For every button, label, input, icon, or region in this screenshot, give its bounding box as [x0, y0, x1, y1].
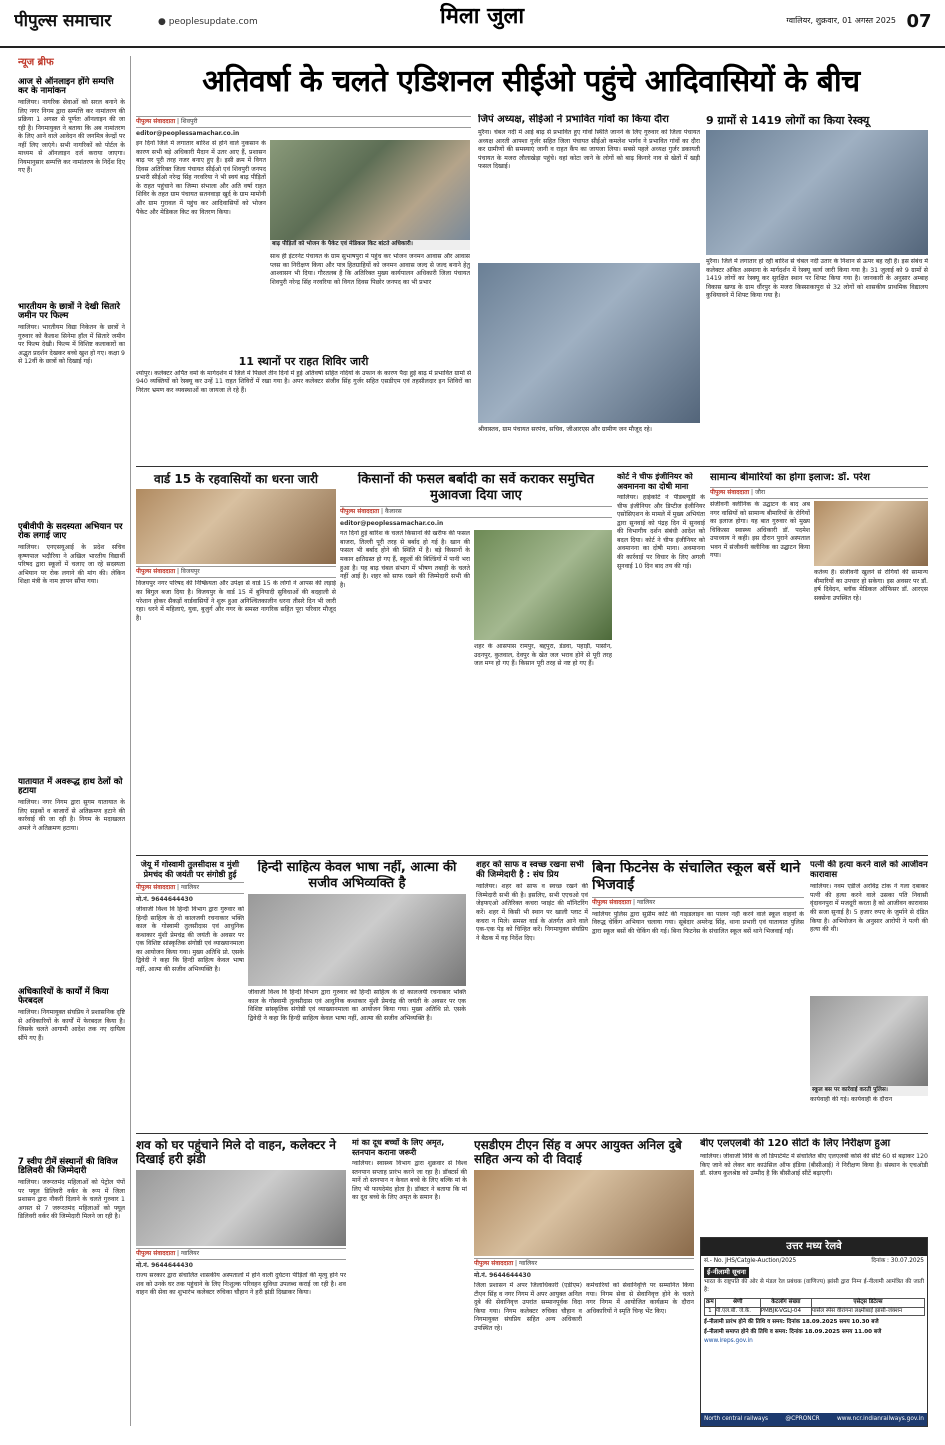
clean-headline: शहर को साफ व स्वच्छ रखना सभी की जिम्मेदारी है : संघ प्रिय [476, 860, 584, 881]
funeral-headline: शव को घर पहुंचाने मिले दो वाहन, कलेक्टर ने दिखाई हरी झंडी [136, 1138, 336, 1167]
website[interactable]: ● peoplesupdate.com [158, 17, 258, 27]
funeral-text: राज्य सरकार द्वारा संचालित शासकीय अस्पतालों में होने वाली दुर्घटना पीड़ितों की मृत्यु होने पर शव को उनके घर तक पहुंचाने के लिए निःशुल्क परिवहन सुविधा उपलब्ध कराई जा रही है। शव वाहन की सेवा का शुभारंभ कलेक्टर रुचिका चौहान ने हरी झंडी दिखाकर किया। [136, 1271, 346, 1297]
sdm-story [474, 1138, 694, 1428]
ward15-photo [136, 489, 336, 564]
lead-col1: इन दिनों जिले में लगातार बारिश से होने वाले नुकसान के कारण सभी बड़े अधिकारी मैदान में उतर आए हैं, प्रशासन बाढ़ पर पूरी तरह नजर बनाए हुए है। इसी क्रम में विगत दिवस अतिरिक्त जिला पंचायत सीईओ एवं शिवपुरी जनपद प्रभारी सीईओ नरेन्द्र सिंह नरवरिया ने भी स्वयं बाढ़ पीड़ितों के राहत पहुंचाने का जिम्मा संभाला और अति वर्षा राहत शिविर के तहत ग्राम पंचायत सतनवाड़ा खुर्द के ग्राम मामोनी और ग्राम गुरावल में पहुंच कर आदिवासियों को भोजन पैकेट और मेडिकल किट का वितरण किया। [136, 140, 266, 216]
ward15-headline: वार्ड 15 के रहवासियों का धरना जारी [154, 472, 318, 486]
relief-box [136, 355, 471, 462]
brief-item [18, 519, 125, 774]
brief-headline: 7 स्वीप टीमें संस्थानों की विविज डिलिवरी की जिम्मेदारी [18, 1156, 118, 1177]
brief-body: ग्वालियर। निगमायुक्त संघप्रिय ने प्रशासनिक दृष्टि से अधिकारियों के कार्यों में फेरबदल किया है। जिसके चलते आगामी आदेश तक नए दायित्व सौंपे गए हैं। [18, 1009, 125, 1042]
murder-caption: कार्यवाही की गई। कार्यवाही के दौरान [810, 1096, 893, 1104]
bsc-story [700, 1138, 928, 1233]
tender-site[interactable]: www.ncr.indianrailways.gov.in [837, 1415, 924, 1422]
sdm-byline: पीपुल्स संवाददाता | ग्वालियर [474, 1258, 694, 1270]
bus-story [592, 860, 804, 1130]
rescue-headline: 9 ग्रामों से 1419 लोगों का किया रेस्क्यू [706, 114, 870, 127]
lead-photo [270, 140, 470, 240]
murder-headline: पत्नी की हत्या करने वाले को आजीवन कारावास [810, 860, 928, 881]
hindi-byline: पीपुल्स संवाददाता | ग्वालियर [136, 882, 244, 894]
rescue-text: मुरैना। जिले में लगातार हो रही बारिश से चंबल नदी उतार के निशान से ऊपर बह रही है। इस संबंध में कलेक्टर अंकित अस्थाना के मार्गदर्शन में रेस्क्यू कार्य जारी किया गया है। 31 जुलाई को 9 ग्रामों से 1419 लोगों का रेस्क्यू कर सुरक्षित स्थान पर शिफ्ट किया गया है। जानकारी के अनुसार अम्बाह विकास खण्ड के ग्राम धौंरपुर के मजरा किस्साकापुरा से 32 लोगों को शासकीय प्राथमिक विद्यालय कुथियावने में शिफ्ट किया गया है। [706, 258, 928, 300]
brief-body: ग्वालियर। एनएसयूआई के प्रदेश सचिव कृष्णपाल भदौरिया ने अखिल भारतीय विद्यार्थी परिषद द्वारा स्कूलों में चलाए जा रहे सदस्यता अभियान पर रोक लगाने की मांग की। लेकिन शिक्षा मंत्री के नाम ज्ञापन सौंपा गया। [18, 544, 125, 586]
clean-story [476, 860, 588, 1130]
brief-item [18, 299, 125, 519]
lead-byline: पीपुल्स संवाददाता | शिवपुरी [136, 116, 471, 128]
masthead [0, 0, 945, 48]
railway-tender-ad [700, 1237, 928, 1427]
tender-table [704, 1298, 925, 1316]
brief-body: ग्वालियर। भारतीयम विद्या निकेतन के छात्रों ने गुरुवार को कैलाश सिनेमा हॉल में सितारे जमीन पर फिल्म देखी। फिल्म में विशिष्ट कलाकारों का अद्भुत प्रदर्शन देखकर बच्चे खुश हो गए। कक्षा 9 से 12वीं के छात्रों को दिखाई गई। [18, 324, 125, 366]
health-story [710, 472, 928, 852]
health-headline: सामान्य बीमारियों का होगा इलाज: डॉ. परेश [710, 472, 870, 483]
tender-cell: पार्सल स्पेस वीरांगना लक्ष्मीबाई झांसी-जंक्शन [811, 1307, 924, 1316]
court-story [617, 472, 705, 852]
brief-item [18, 984, 125, 1154]
hindi-headline: हिन्दी साहित्य केवल भाषा नहीं, आत्मा की सजीव अभिव्यक्ति है [257, 860, 457, 891]
relief-head: 11 स्थानों पर राहत शिविर जारी [238, 355, 369, 368]
bsc-headline: बीए एलएलबी की 120 सीटों के लिए निरीक्षण हुआ [700, 1138, 891, 1149]
boat-headline: जिपं अध्यक्ष, सीईओ ने प्रभावित गांवों का किया दौरा [478, 114, 669, 125]
tender-notice-title: ई-नीलामी सूचना [704, 1267, 749, 1278]
milk-story [352, 1138, 467, 1428]
brief-item [18, 74, 125, 299]
boat-text: मुरैना। चंबल नदी में आई बाढ़ से प्रभावित हुए गांवों स्थिति जानने के लिए गुरुवार को जिला पंचायत अध्यक्ष आरती आफ्शा गुर्जर सहित जिला पंचायत सीईओ कमलेश भार्गव ने प्रभावित गांवों का दौरा कर ग्रामीणों की समस्याएं जानी व राहत कैंप का जायजा लिया। सबसे पहले अध्यक्ष गुर्जर डकायती पंचायत के मजरा लौलाखेड़ा पहुंचे। वहां कोटा जाने के लोगों को बाढ़ किनारे नाव से खेतों में खड़ी फसल दिखाई। [478, 129, 700, 171]
sdm-text2: कर्मचारियों को सेवानिवृत्ति पर सम्मानित किया गया। निगम सेवा से सेवानिवृत्त होने के चलते नगर निगम में आयोजित कार्यक्रम के दौरान अधिकारियों ने स्मृति चिन्ह भेंट किए। [586, 1281, 694, 1315]
section-title-text: मिला जुला [440, 3, 525, 29]
crop-photo [474, 530, 612, 640]
clean-text: ग्वालियर। शहर को साफ व स्वच्छ रखने की जिम्मेदारी सभी की है। इसलिए, सभी एएचओ एवं जेइफएओ अतिरिक्त कचरा प्वाइंट की मॉनिटरिंग करें। शहर में किसी भी स्थान पर खाली प्लाट में कचरा न मिले। समस्त वार्ड के अंतर्गत आने वाले एक-एक पेड़ को चिन्हित करें। निगमायुक्त संघप्रिय ने बैठक में यह निर्देश दिए। [476, 883, 588, 942]
boat-photo [478, 263, 700, 423]
tender-cell: पी.एल.बी. जे.के. [715, 1307, 760, 1316]
court-text: ग्वालियर। हाईकोर्ट ने पीडब्ल्यूडी के चीफ इंजीनियर और डिप्टीज इंजीनियर एसोसिएशन के मामले में मुख्य अभियंता द्वारा सुनवाई को पंद्रह दिन में सुनवाई की विभागीय दर्शन संबंधी आदेश को बदल दिया। कोर्ट ने चीफ इंजीनियर को अवमानना का दोषी माना। अवमानना की कार्रवाई पर विचार के लिए अगली सुनवाई 10 दिन बाद तय की गई। [617, 494, 705, 570]
bus-text: ग्वालियर पुलिस द्वारा सुप्रीम कोर्ट की गाइडलाइन का पालन नहीं करने वाले स्कूल वाहनों के विरुद्ध चेकिंग अभियान चलाया गया। सूबेदार अमरेन्द्र सिंह, थाना प्रभारी एवं यातायात पुलिस द्वारा स्कूल बसों की चेकिंग की गई। बिना फिटनेस के संचालित स्कूल बसें थाने भिजवाई गईं। [592, 910, 804, 935]
ward15-text: विजयपुर नगर परिषद की निष्क्रियता और उपेक्षा से वार्ड 15 के लोगों ने आपस की लड़ाई का बिगुल बजा दिया है। विजयपुर के वार्ड 15 में बुनियादी सुविधाओं की बदहाली से परेशान होकर सैकड़ों वार्डवासियों ने शुरू हुआ अनिश्चितकालीन धरना तीसरे दिन भी जारी रहा। धरने में महिलाएं, युवा, बुजुर्ग और नगर के समस्त नागरिक सहित पूरा परिवार मौजूद है। [136, 580, 336, 622]
crop-headline: किसानों की फसल बर्बादी का सर्वे कराकर समुचित मुआवजा दिया जाए [357, 472, 595, 503]
funeral-byline: पीपुल्स संवाददाता | ग्वालियर [136, 1248, 346, 1260]
news-brief-tag: न्यूज ब्रीफ [18, 57, 54, 68]
tender-date: दिनांक : 30.07.2025 [871, 1257, 924, 1264]
health-text: संजीवनी क्लीनिक के उद्घाटन के बाद अब नगर वासियों को सामान्य बीमारियों के रोगियों का इलाज होगा। यह बात गुरुवार को मुख्य चिकित्सा स्वास्थ्य अधिकारी डॉ. पदमेश उपाध्याय ने कही। इस दौरान पुराने अस्पताल भवन में संजीवनी क्लीनिक का उद्घाटन किया गया। [710, 501, 810, 560]
section-title [440, 2, 550, 42]
sdm-photo [474, 1170, 694, 1256]
bsc-text: ग्वालियर। जीवाजी विवि के लॉ डिपार्टमेंट में संचालित बीए एलएलबी कोर्स की सीटें 60 से बढ़ाकर 120 किए जाने को लेकर बार काउंसिल ऑफ इंडिया (बीसीआई) ने निरीक्षण किया है। संस्थान के एचओडी डॉ. संजय कुलश्रेष्ठ को उम्मीद है कि बीसीआई सीटें बढ़ाएगी। [700, 1153, 928, 1178]
crop-email: editor@peoplessamachar.co.in [340, 520, 444, 528]
funeral-mobile: मो.नं. 9644644430 [136, 1261, 193, 1269]
tender-ref: सं.- No. JHS/Catgle-Auction/2025 [704, 1257, 797, 1264]
tender-footer2: ई-नीलामी समाप्त होने की तिथि व समय: दिनांक 18.09.2025 समय 11.00 बजे [704, 1328, 882, 1335]
lead-col2: साथ ही इंटरनेट पंचायत के ग्राम सुभाषपुरा में पहुंच कर भोजन जनमन आवास और आवास प्लस का निरीक्षण किया और पात्र हितग्राहियों को जनमन आवास जल्द से जल्द बनाने हेतु आश्वासन भी दिया। गौरतलब है कि अतिरिक्त मुख्य कार्यपालन अधिकारी जिला पंचायत शिवपुरी नरेन्द्र सिंह नरवरिया को विगत दिवस पिछोर जनपद का भी प्रभार [270, 253, 470, 286]
milk-text: ग्वालियर। स्वास्थ्य विभाग द्वारा शुक्रवार से विश्व स्तनपान सप्ताह प्रारंभ करने जा रहा है। डॉक्टर्स की मानें तो स्तनपान न केवल बच्चे के लिए बल्कि मां के लिए भी फायदेमंद होता है। डॉक्टर ने बताया कि मां का दूध बच्चे के लिए अमृत के समान है। [352, 1160, 467, 1202]
tender-col-header: केटलॉग संख्या [760, 1299, 811, 1308]
ward15-byline: पीपुल्स संवाददाता | विजयपुर [136, 566, 336, 578]
bus-photo [810, 996, 928, 1086]
brief-headline: यातायात में अवरूद्ध हाथ ठेलों को हटाया [18, 776, 123, 797]
hindi-photo [248, 894, 466, 986]
lead-headline-text: अतिवर्षा के चलते एडिशनल सीईओ पहुंचे आदिवासियों के बीच [202, 64, 860, 99]
tender-notice-text: भारत के राष्ट्रपति की ओर से मंडल रेल प्रबंधक (वाणिज्य) झांसी द्वारा निम्न ई-नीलामी आमंत्रित की जाती है: [704, 1279, 924, 1294]
court-headline: कोर्ट ने चीफ इंजीनियर को अवमानना का दोषी माना [617, 472, 693, 491]
crop-byline: पीपुल्स संवाददाता | कैलारस [340, 506, 612, 518]
crop-story [340, 472, 612, 852]
brief-headline: एबीवीपी के सदस्यता अभियान पर रोक लगाई जाए [18, 521, 123, 542]
relief-text: श्योपुर। कलेक्टर अर्पित वर्मा के मार्गदर्शन में जिले में पिछले तीन दिनों में हुई अतिवर्षा सहित नदियों के उफान के कारण पैदा हुई बाढ़ में प्रभावित ग्रामों से 940 व्यक्तियों को रेस्क्यू कर उन्हें 11 राहत शिविरों में रखा गया है। अपर कलेक्टर संजीव सिंह गुर्जर सहित एसडीएम एवं तहसीलदार इन शिविरों का निरंतर भ्रमण कर व्यवस्थाओं का जायजा ले रहे हैं। [136, 369, 471, 394]
tender-col-header: श्रेणी [715, 1299, 760, 1308]
brief-body: ग्वालियर। नागरिक सेवाओं को सरल बनाने के लिए नगर निगम द्वारा सम्पत्ति कर नामांतरण की प्रक्रिया 1 अगस्त से पूर्णतः ऑनलाइन की जा रही है। निगमायुक्त ने बताया कि अब नामांतरण के लिए आने वाले आवेदन की जनमित्र केन्द्रों पर नहीं लिए जाएंगे। सभी नागरिकों को पोर्टल के माध्यम से ऑनलाइन दर्ज कराया जाएगा। नियमानुसार सम्पत्ति कर नामांतरण के निर्देश दिए गए हैं। [18, 99, 125, 175]
hindi-mobile: मो.नं. 9644644430 [136, 896, 193, 904]
brief-body: ग्वालियर। जरूरतमंद महिलाओं को पेट्रोल पंपों पर फ्यूल डिलिवरी वर्कर के रूप में जिला प्रशासन द्वारा नौकरी दिलाने के चलते गुरुवार 1 अगस्त से 7 जरूरतमंद महिलाओं को फ्यूल डिलिवरी वर्कर की जिम्मेदारी मिलने जा रही है। [18, 1179, 125, 1221]
section-divider [136, 466, 928, 468]
health-photo [814, 501, 928, 566]
rescue-story [706, 114, 928, 464]
brand-logo [14, 10, 149, 34]
bus-headline: बिना फिटनेस के संचालित स्कूल बसें थाने भिजवाईं [592, 860, 801, 893]
tender-cell: PMBJK-VGLJ-04 [760, 1307, 811, 1316]
sdm-text: जिला प्रशासन में अपर जिलाधिकारी (एडीएम) टीएन सिंह व नगर निगम में अपर आयुक्त अनिल दुबे की सेवानिवृत्त उपरांत सम्मानपूर्वक विदा किया गया। निगम कलेक्टर रुचिका चौहान व निगमायुक्त संघप्रिय सहित अन्य अधिकारी उपस्थित रहे। [474, 1281, 582, 1332]
bus-photo-caption: स्कूल बस पर कार्रवाई करती पुलिस। [810, 1086, 928, 1096]
lead-story [136, 114, 471, 464]
funeral-story [136, 1138, 346, 1428]
brief-item [18, 1154, 125, 1354]
brand-name: पीपुल्स समाचार [14, 11, 112, 31]
tender-x-handle: @CPRONCR [785, 1415, 820, 1422]
bus-byline: पीपुल्स संवाददाता | ग्वालियर [592, 897, 804, 909]
crop-text: गत दिनों हुई बारिश के चलते किसानों की खरीफ की फसल बाजरा, तिल्ली पूरी तरह से बर्बाद हो गई है। खान की फसल भी बर्बाद होने की स्थिति में है। बड़े किसानों के मकान क्षतिग्रस्त हो गए हैं, स्कूलों की बिल्डिंगों में पानी भरा हुआ है। यह बाढ़ चंबल संभाग में भीषण तबाही के चलते नहीं आई है। शहर को साफ रखने की जिम्मेदारी सभी की है। [340, 530, 470, 589]
tender-bottom: North central railways [704, 1415, 769, 1422]
sdm-mobile: मो.नं. 9644644430 [474, 1271, 531, 1279]
tender-cell: 1 [705, 1307, 716, 1316]
section-divider [136, 1133, 928, 1135]
boat-story [478, 114, 700, 464]
brief-headline: अधिकारियों के कार्यों में किया फेरबदल [18, 986, 109, 1007]
hindi-text: जीवाजी विश्व वि हिन्दी विभाग द्वारा गुरुवार को हिन्दी साहित्य के दो कालजयी रचनाकार भक्ति काल के गोस्वामी तुलसीदास एवं आधुनिक कथाकार मुंशी प्रेमचंद्र की जयंती के अवसर पर एक विशिष्ट सांस्कृतिक संगोष्ठी एवं व्याख्यानमाला का आयोजन किया गया। मुख्य अतिथि प्रो. एसके द्विवेदी ने कहा कि हिन्दी साहित्य केवल भाषा नहीं, आत्मा की सजीव अभिव्यक्ति है। [136, 906, 244, 974]
page-number: 07 [906, 11, 932, 32]
tender-footer: ई-नीलामी प्रारंभ होने की तिथि व समय: दिनांक 18.09.2025 समय 10.30 बजे [704, 1319, 879, 1326]
hindi-story [136, 860, 466, 1130]
hindi-kicker: जेयू में गोस्वामी तुलसीदास व मुंशी प्रेमचंद की जयंती पर संगोष्ठी हुई [140, 860, 240, 879]
tender-bottom-bar [701, 1413, 927, 1426]
lead-photo-caption: बाढ़ पीड़ितों को भोजन के पैकेट एवं मेडिकल किट बांटते अधिकारी। [270, 240, 470, 250]
crop-side-text: शहर के आसपास रामपुर, बद्दपुरा, डंडवा, पहाड़ी, पासोन, उदनपुर, कुतवाल, देवपुर के खेत जल भराव होने से पूरी तरह जल मग्न हो गए हैं। किसान पूरी तरह से नष्ट हो गए हैं। [474, 643, 612, 668]
ward15-story [136, 472, 336, 852]
brief-item [18, 774, 125, 984]
brief-headline: भारतीयम के छात्रों ने देखी सितारे जमीन पर फिल्म [18, 301, 120, 322]
murder-text: ग्वालियर। नवम एडीजे अरविंद्र टांक ने गला दबाकर पत्नी की हत्या करने वाले उसका पति निवासी वृंदावनपुरा में मजदूरी करता है को आजीवन कारावास की सजा सुनाई है। 5 हजार रुपए के जुर्माने से दंडित किया है। अभियोजन के अनुसार आरोपी ने पत्नी की हत्या की थी। [810, 883, 928, 934]
tender-title: उत्तर मध्य रेलवे [701, 1238, 927, 1256]
globe-icon: ● [158, 17, 169, 27]
hindi-text-cont: जीवाजी विश्व वि हिन्दी विभाग द्वारा गुरुवार को हिन्दी साहित्य के दो कालजयी रचनाकार भक्ति काल के गोस्वामी तुलसीदास एवं आधुनिक कथाकार मुंशी प्रेमचंद्र की जयंती के अवसर पर एक विशिष्ट सांस्कृतिक संगोष्ठी एवं व्याख्यानमाला का आयोजन किया गया। मुख्य अतिथि प्रो. एसके द्विवेदी ने कहा कि हिन्दी साहित्य केवल भाषा नहीं, आत्मा की सजीव अभिव्यक्ति है। [248, 989, 466, 1022]
lead-email: editor@peoplessamachar.co.in [136, 130, 240, 138]
tender-web[interactable]: www.ireps.gov.in [704, 1338, 753, 1345]
brief-headline: आज से ऑनलाइन होंगे सम्पत्ति कर के नामांकन [18, 76, 114, 97]
tender-col-header: क्रम [705, 1299, 716, 1308]
health-side-text: कर्तव्य है। संजीवनी खुलने से रोगियों की सामान्य बीमारियों का उपचार हो सकेगा। इस अवसर पर डॉ. हर्ष दिवेदन, ब्लॉक मेडिकल ऑफिसर डॉ. आरएस सक्सेना उपस्थित रहे। [814, 569, 928, 602]
health-byline: पीपुल्स संवाददाता | जौरा [710, 487, 928, 499]
funeral-photo [136, 1170, 346, 1246]
table-row [705, 1307, 925, 1316]
lead-headline [136, 62, 926, 106]
rescue-photo [706, 130, 928, 255]
dateline: ग्वालियर, शुक्रवार, 01 अगस्त 2025 [786, 16, 896, 25]
murder-story [810, 860, 928, 1130]
sdm-headline: एसडीएम टीएन सिंह व अपर आयुक्त अनिल दुबे सहित अन्य को दी विदाई [474, 1138, 682, 1167]
boat-footer: श्रीवास्तव, ग्राम पंचायत सरपंच, सचिव, जीआरएस और ग्रामीण जन मौजूद रहे। [478, 426, 652, 433]
tender-col-header: एसेट्स डिटेल्स [811, 1299, 924, 1308]
news-brief-sidebar [18, 56, 125, 1426]
section-divider [136, 855, 928, 857]
sidebar-divider [130, 56, 131, 1426]
brief-body: ग्वालियर। नगर निगम द्वारा सुगम यातायात के लिए सड़कों व बाजारों से अतिक्रमण हटाने की कार्रवाई की जा रही है। निगम के मदाखलत अमले ने अतिक्रमण हटाया। [18, 799, 125, 832]
milk-headline: मां का दूध बच्चों के लिए अमृत, स्तनपान कराना जरूरी [352, 1138, 445, 1157]
